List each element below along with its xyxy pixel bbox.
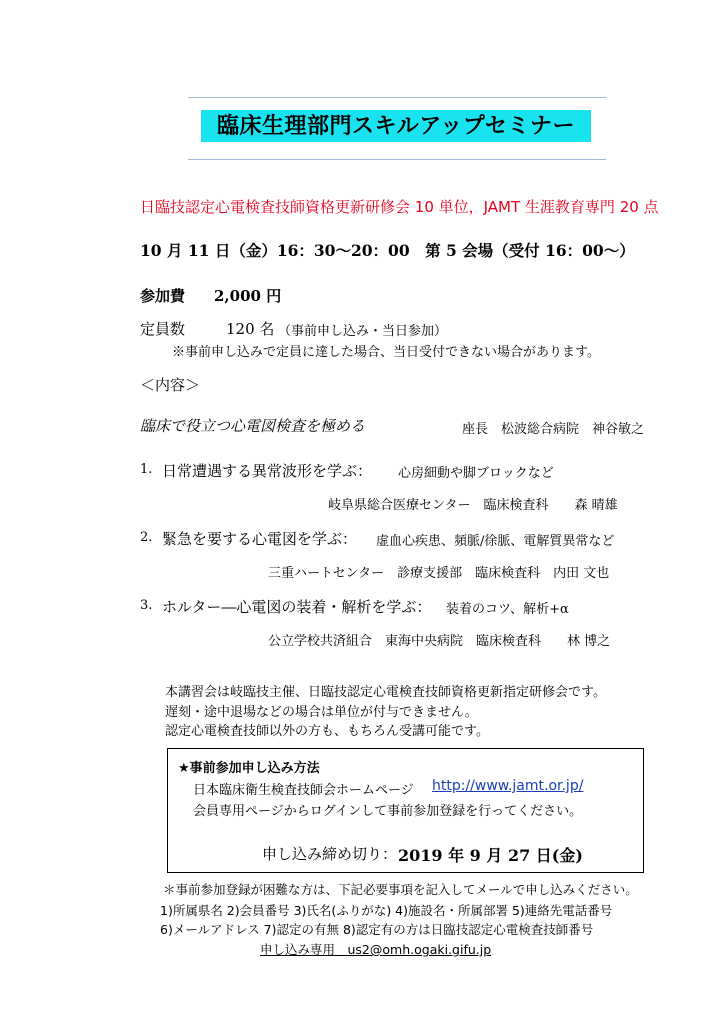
registration-site-label: 日本臨床衛生検査技師会ホームページ [193, 783, 414, 798]
registration-instruction: 会員専用ページからログインして事前参加登録を行ってください。 [193, 804, 583, 819]
capacity-warning: ※事前申し込みで定員に達した場合、当日受付できない場合があります。 [172, 345, 600, 360]
credit-line: 日臨技認定心電検査技師資格更新研修会 10 単位，JAMT 生涯教育専門 20 点 [140, 198, 659, 216]
lecture-1-num: 1. [140, 462, 153, 477]
deadline-label: 申し込み締め切り： [262, 845, 398, 863]
fee-label: 参加費 [140, 287, 186, 305]
capacity-note: （事前申し込み・当日参加） [278, 324, 448, 339]
email-intro: ＊事前参加登録が困難な方は、下記必要事項を記入してメールで申し込みください。 [163, 882, 638, 897]
title-bottom-rule [188, 159, 606, 160]
lecture-3-sub: 装着のコツ、解析+α [446, 602, 569, 617]
capacity-value: 120 名 [226, 320, 275, 338]
capacity-label: 定員数 [140, 320, 186, 338]
note-line-2: 遅刻・途中退場などの場合は単位が付与できません。 [165, 705, 478, 720]
deadline-value: 2019 年 9 月 27 日(金) [398, 846, 583, 865]
lecture-1-sub: 心房細動や脚ブロックなど [398, 466, 554, 481]
fee-value: 2,000 円 [214, 287, 282, 305]
title-top-rule [188, 97, 606, 98]
page-title: 臨床生理部門スキルアップセミナー [201, 110, 591, 142]
email-items-line-2: 6)メールアドレス 7)認定の有無 8)認定有の方は日臨技認定心電検査技師番号 [160, 922, 594, 937]
lecture-3-num: 3. [140, 598, 153, 613]
lecture-2-speaker: 三重ハートセンター 診療支援部 臨床検査科 内田 文也 [268, 566, 610, 581]
registration-url-link[interactable]: http://www.jamt.or.jp/ [432, 778, 584, 794]
lecture-2-title: 緊急を要する心電図を学ぶ： [162, 530, 358, 548]
lecture-3-title: ホルター―心電図の装着・解析を学ぶ： [162, 598, 432, 616]
note-line-3: 認定心電検査技師以外の方も、もちろん受講可能です。 [165, 724, 489, 739]
email-address[interactable]: 申し込み専用 us2@omh.ogaki.gifu.jp [260, 942, 492, 957]
note-line-1: 本講習会は岐臨技主催、日臨技認定心電検査技師資格更新指定研修会です。 [165, 685, 606, 700]
main-topic-chair: 座長 松波総合病院 神谷敏之 [462, 422, 645, 437]
email-items-line-1: 1)所属県名 2)会員番号 3)氏名(ふりがな) 4)施設名・所属部署 5)連絡先電話番号 [160, 903, 613, 918]
lecture-3-speaker: 公立学校共済組合 東海中央病院 臨床検査科 林 博之 [268, 634, 611, 649]
content-heading: ＜内容＞ [140, 376, 201, 394]
date-line: 10 月 11 日（金）16：30〜20：00 第 5 会場（受付 16：00〜） [140, 241, 635, 260]
main-topic-title: 臨床で役立つ心電図検査を極める [140, 417, 366, 435]
lecture-1-speaker: 岐阜県総合医療センター 臨床検査科 森 晴雄 [328, 498, 618, 513]
lecture-2-num: 2. [140, 530, 153, 545]
lecture-1-title: 日常遭遇する異常波形を学ぶ： [162, 462, 373, 480]
lecture-2-sub: 虚血心疾患、頻脈/徐脈、電解質異常など [376, 534, 615, 549]
registration-heading: ★事前参加申し込み方法 [178, 761, 320, 776]
